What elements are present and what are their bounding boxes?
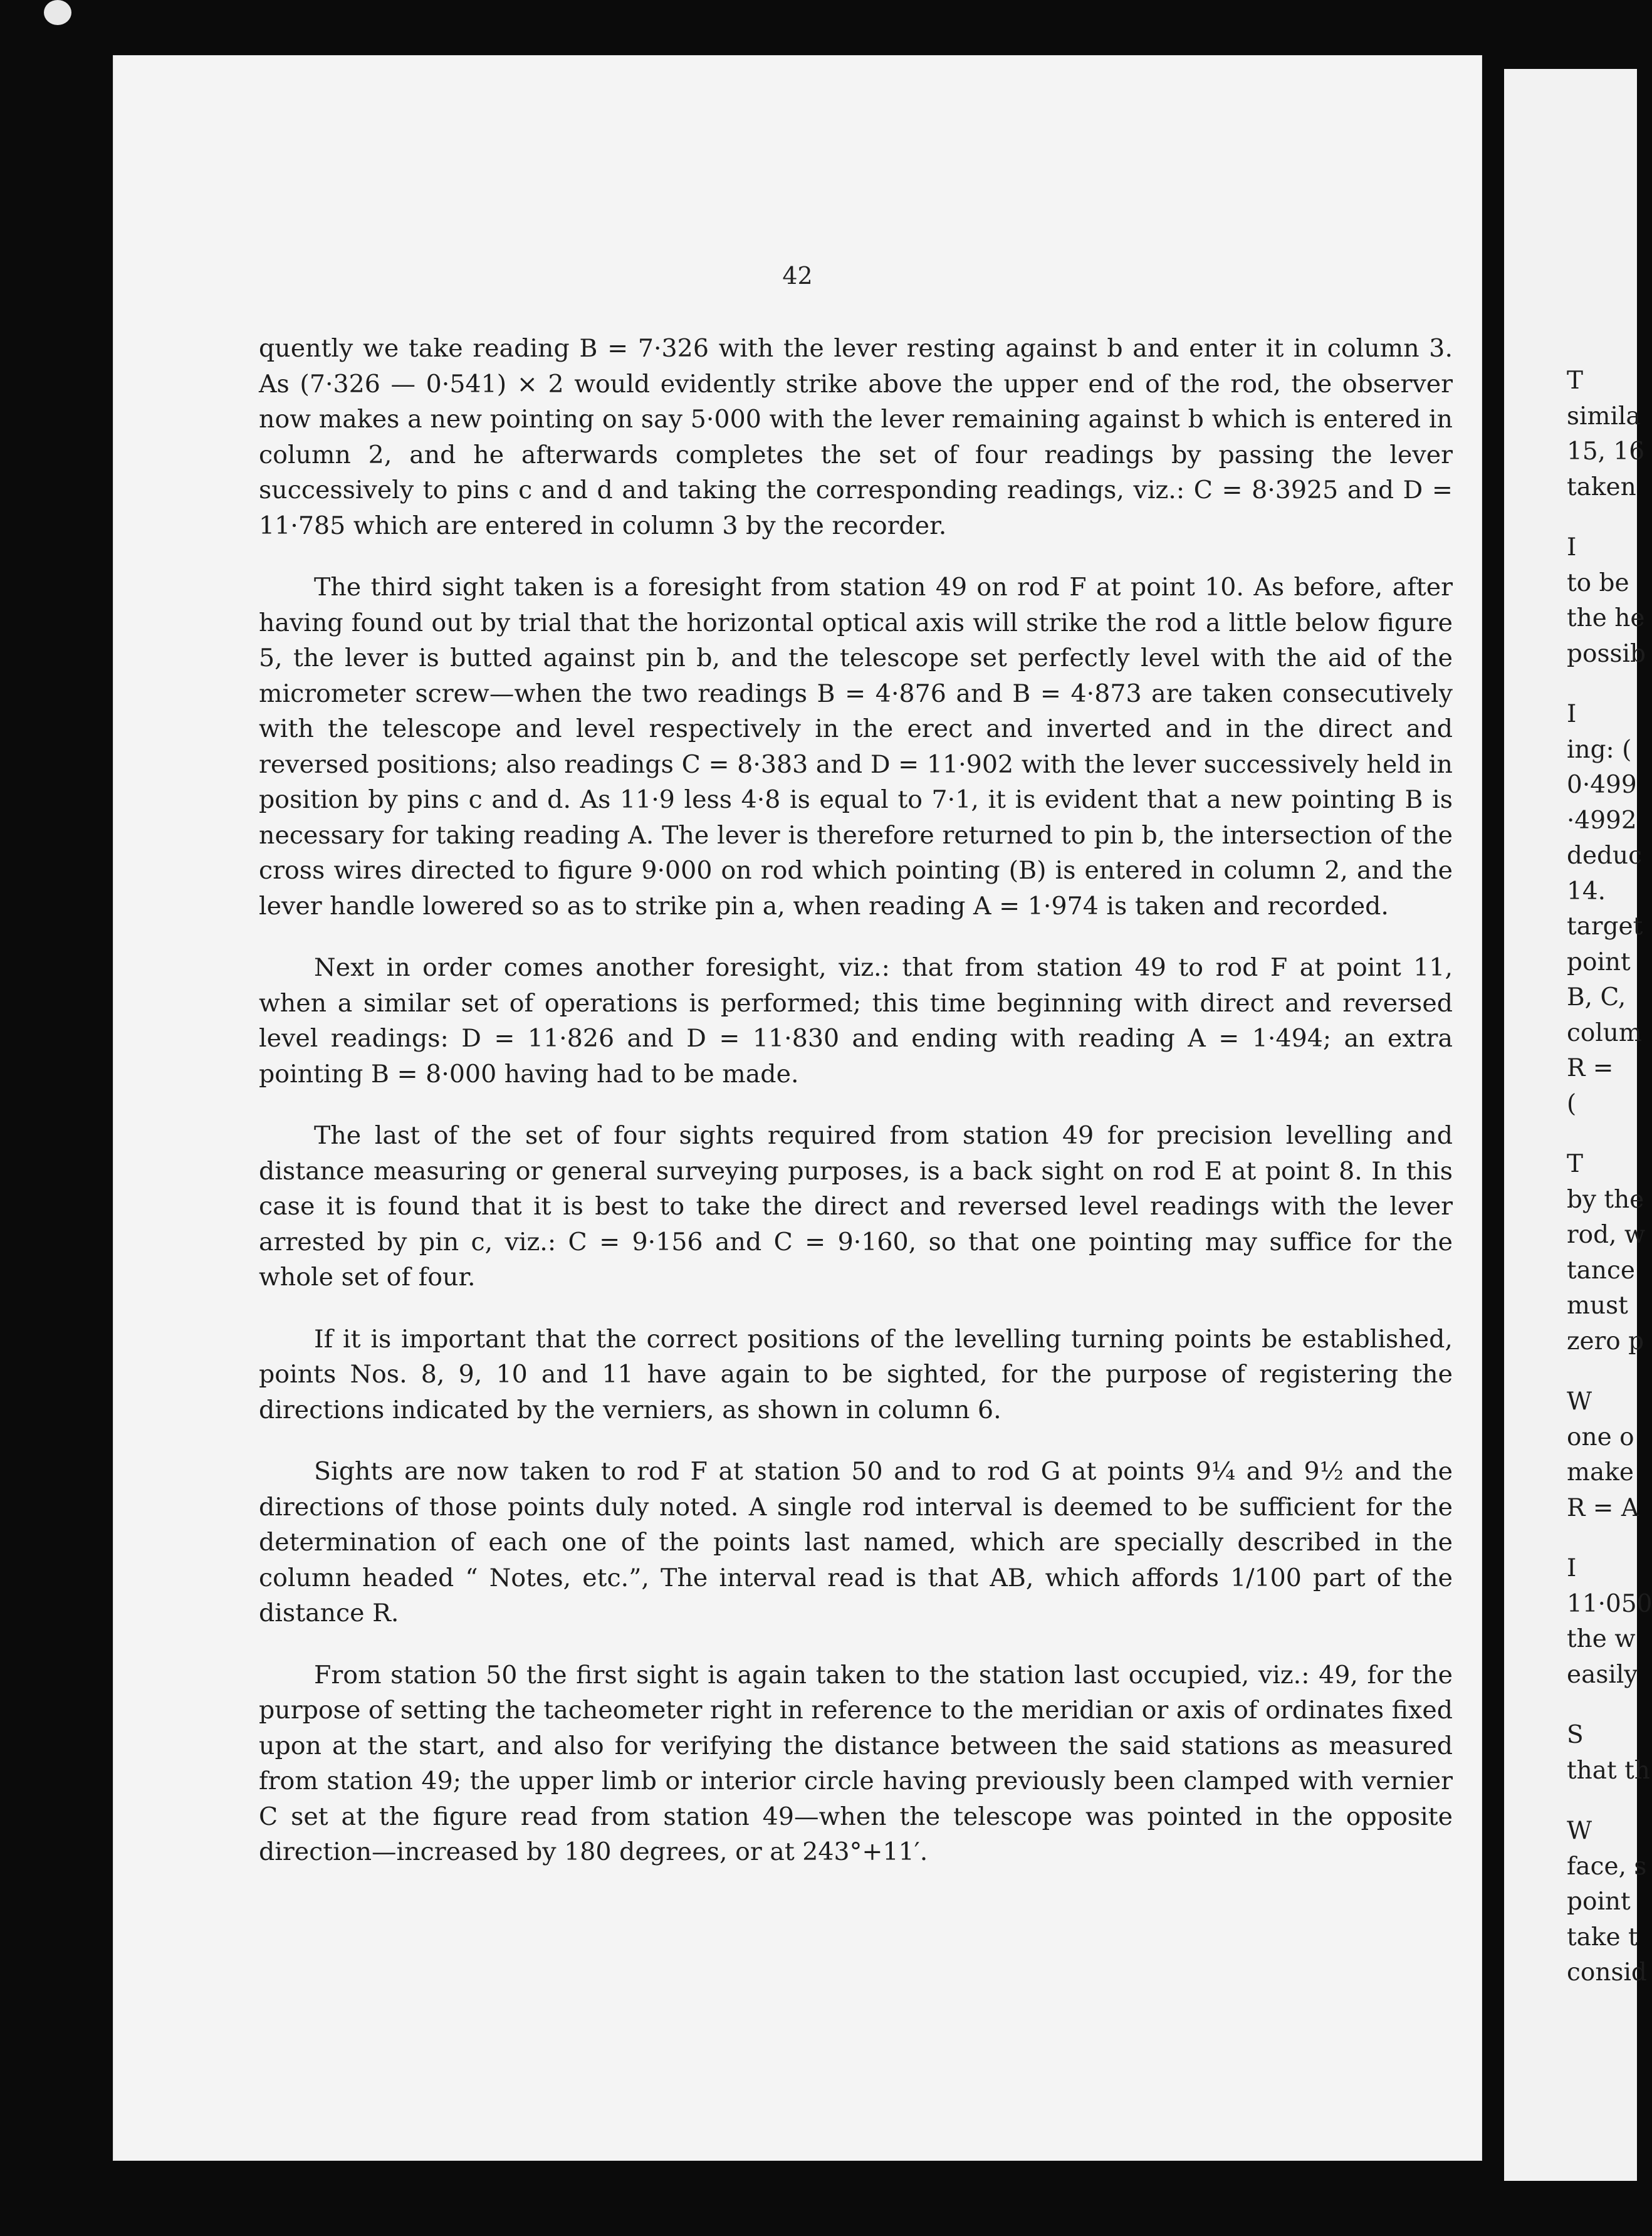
paragraph-2: The third sight taken is a foresight from station 49 on rod F at point 10. As before, after having found out by trial that the horizontal optical axis will strike the rod a little below figure 5, the lever is butted against pin b, and the telescope set perfectly level with the aid of the micrometer screw—when the two readings B = 4·876 and B = 4·873 are taken consecutively with the telescope and level respectively in the erect and inverted and in the direct and reversed positions; also readings C = 8·383 and D = 11·902 with the lever successively held in position by pins c and d. As 11·9 less 4·8 is equal to 7·1, it is evident that a new pointing B is necessary for taking reading A. The lever is therefore returned to pin b, the intersection of the cross wires directed to figure 9·000 on rod which pointing (B) is entered in column 2, and the lever handle lowered so as to strike pin a, when reading A = 1·974 is taken and recorded.	[259, 573, 1453, 921]
adjacent-page-line: the w	[1567, 1625, 1636, 1653]
adjacent-page-text	[1567, 363, 1652, 1991]
adjacent-page-line: zero p	[1567, 1327, 1644, 1356]
paragraph-3: Next in order comes another foresight, viz.: that from station 49 to rod F at point 11, when a similar set of operations is performed; this time beginning with direct and reversed level readings: D = 11·826 and D = 11·830 and ending with reading A = 1·494; an extra pointing B = 8·000 having had to be made.	[259, 953, 1453, 1089]
adjacent-page-line: easily	[1567, 1660, 1638, 1689]
adjacent-page-line: target	[1567, 912, 1643, 941]
adjacent-page-line: 14.	[1567, 877, 1606, 906]
corner-mark	[44, 0, 71, 25]
adjacent-page-line: R =	[1567, 1054, 1614, 1082]
adjacent-page-line: T	[1567, 1150, 1584, 1178]
adjacent-page-line: I	[1567, 700, 1577, 728]
adjacent-page-line: the he	[1567, 604, 1645, 632]
page-number: 42	[782, 262, 813, 290]
adjacent-page-line: take t	[1567, 1923, 1638, 1951]
adjacent-page-line: S	[1567, 1721, 1584, 1749]
adjacent-page-line: taken	[1567, 473, 1636, 501]
adjacent-page	[1504, 69, 1652, 2181]
adjacent-page-line: must	[1567, 1292, 1628, 1320]
adjacent-page-line: consid	[1567, 1958, 1647, 1987]
adjacent-page-line: 0·499	[1567, 771, 1637, 799]
adjacent-page-line: by the	[1567, 1185, 1644, 1214]
adjacent-page-line: (	[1567, 1089, 1577, 1118]
adjacent-page-line: 15, 16	[1567, 437, 1645, 466]
adjacent-page-line: face, s	[1567, 1852, 1647, 1881]
main-page	[113, 55, 1482, 2161]
adjacent-page-line: to be	[1567, 568, 1629, 597]
adjacent-page-line: deduc	[1567, 842, 1642, 870]
adjacent-page-line: that th	[1567, 1756, 1650, 1785]
paragraph-1: quently we take reading B = 7·326 with the lever resting against b and enter it in column 3. As (7·326 — 0·541) × 2 would evidently strike above the upper end of the rod, the observer now makes a new pointing on say 5·000 with the lever remaining against b which is entered in column 2, and he afterwards completes the set of four readings by passing the lever successively to pins c and d and taking the corresponding readings, viz.: C = 8·3925 and D = 11·785 which are entered in column 3 by the recorder.	[259, 334, 1453, 540]
adjacent-page-line: I	[1567, 1554, 1577, 1582]
adjacent-page-line: point	[1567, 1888, 1631, 1916]
adjacent-page-line: R = A	[1567, 1493, 1639, 1522]
adjacent-page-line: T	[1567, 367, 1584, 395]
adjacent-page-line: W	[1567, 1387, 1592, 1416]
adjacent-page-line: 11·050	[1567, 1589, 1652, 1618]
adjacent-page-line: tance	[1567, 1256, 1635, 1285]
adjacent-page-line: make	[1567, 1458, 1634, 1486]
adjacent-page-line: ing: (	[1567, 735, 1632, 764]
paragraph-4: The last of the set of four sights required from station 49 for precision levelling and distance measuring or general surveying purposes, is a back sight on rod E at point 8. In this case it is found that it is best to take the direct and reversed level readings with the lever arrested by pin c, viz.: C = 9·156 and C = 9·160, so that one pointing may suffice for the whole set of four.	[259, 1121, 1453, 1292]
adjacent-page-line: point	[1567, 948, 1631, 976]
body-text	[259, 331, 1453, 1870]
adjacent-page-line: simila	[1567, 402, 1641, 431]
paragraph-7: From station 50 the first sight is again taken to the station last occupied, viz.: 49, for the purpose of setting the tacheometer right in reference to the meridian or axis of ordinates fixed upon at the start, and also for verifying the distance between the said stations as measured from station 49; the upper limb or interior circle having previously been clamped with vernier C set at the figure read from station 49—when the telescope was pointed in the opposite direction—increased by 180 degrees, or at 243°+11′.	[259, 1660, 1453, 1866]
adjacent-page-line: rod, w	[1567, 1221, 1646, 1249]
paragraph-5: If it is important that the correct positions of the levelling turning points be established, points Nos. 8, 9, 10 and 11 have again to be sighted, for the purpose of registering the directions indicated by the verniers, as shown in column 6.	[259, 1324, 1453, 1424]
adjacent-page-line: B, C,	[1567, 983, 1626, 1011]
adjacent-page-line: W	[1567, 1817, 1592, 1845]
adjacent-page-line: one o	[1567, 1423, 1634, 1451]
adjacent-page-line: possib	[1567, 639, 1646, 668]
adjacent-page-line: ·4992	[1567, 806, 1637, 835]
adjacent-page-line: colum	[1567, 1018, 1642, 1047]
paragraph-6: Sights are now taken to rod F at station 50 and to rod G at points 9¼ and 9½ and the directions of those points duly noted. A single rod interval is deemed to be sufficient for the determination of each one of the points last named, which are specially described in the column headed “ Notes, etc.”, The interval read is that AB, which affords 1/100 part of the distance R.	[259, 1457, 1453, 1627]
adjacent-page-line: I	[1567, 533, 1577, 562]
